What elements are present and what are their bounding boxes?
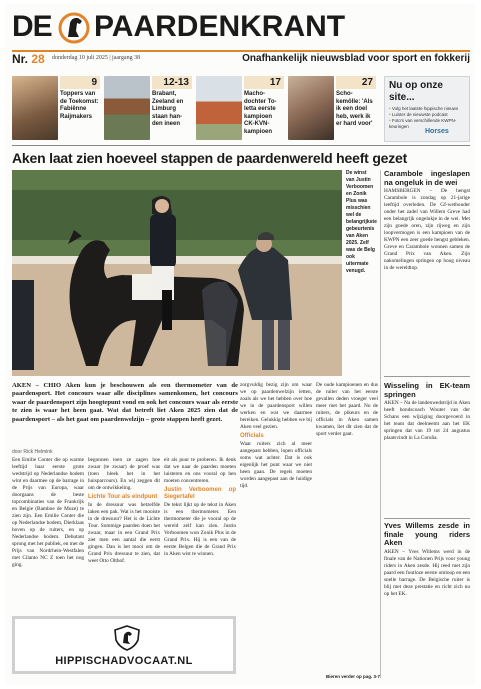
sidebox-item: • Foto's van verschillende KWPN-keuringen	[389, 118, 465, 130]
read-more-note[interactable]: Bieren verder op pag. 3-7	[325, 674, 380, 679]
article-subheading: Lichte Tour als eindpunt	[88, 494, 158, 500]
horse-head-logo-icon	[56, 9, 92, 47]
teaser-strip	[12, 76, 378, 142]
article-subheading: Justin Verboomen op Siegertafel	[164, 487, 236, 500]
issue-number: Nr. 28	[12, 52, 45, 66]
masthead-title: PAARDENKRANT	[94, 10, 346, 43]
article-paragraph: De oude kampioenen en dus de ruiter van het eerste gevallen deden vroeger veel meer met het paard. Nu de ruiters, de pikeurs en de officials in Aken samen kwamen, liet dit zien dat de sport verder gaat.	[316, 382, 378, 437]
hippischadvocaat-advertisement[interactable]	[12, 616, 236, 674]
brief-divider	[384, 518, 470, 519]
article-column	[12, 457, 84, 613]
teaser-item[interactable]	[196, 76, 284, 142]
brief-headline: Yves Willems zesde in finale young riders Aken	[384, 522, 470, 547]
article-lead: AKEN – CHIO Aken kun je beschouwen als een thermometer van de paardensport. Het concours waar alle disciplines samenkomen, het concours waar de paardensport zijn hoogtepunt vond en ook het concours waar als eerste te zien is waar het heen gaat. Wat dat betreft liet Aken 2025 zien dat de paardensport – als het gaat om paardenwelzijn – grote stappen heeft gezet.	[12, 382, 238, 423]
sidebox-title: Nu op onze site...	[389, 80, 443, 103]
sidebox-item: • Luister de nieuwste podcast	[389, 112, 465, 118]
news-brief	[384, 382, 470, 516]
masthead-slogan: Onafhankelijk nieuwsblad voor sport en fokkerij	[242, 53, 470, 64]
brief-headline: Carambole ingeslapen na ongeluk in de wei	[384, 170, 470, 187]
sidebox-list	[389, 106, 465, 130]
article-byline: door Rick Helmink	[12, 449, 53, 455]
rider-portrait-photo	[12, 76, 58, 140]
sidebox-item: • Volg het laatste hippische nieuws	[389, 106, 465, 112]
news-brief	[384, 170, 470, 370]
horse-photo	[196, 76, 242, 140]
issue-line	[12, 54, 470, 68]
teaser-text: Brabant, Zeeland en Limburg staan han-den ineen	[152, 91, 184, 127]
article-subheading: Officials	[240, 433, 264, 439]
brief-divider	[384, 376, 470, 377]
masthead-rule	[12, 50, 470, 52]
article-paragraph: De tekst lijkt op de tekst in Aken is een thermometer. Een thermometer die je vooral op de wereld zelf kan zien. Justin Verboomen won Zonik Plus in de Grand Prix. Hij is een van de eerste Belgen die de Grand Prix in Aken wist te winnen.	[164, 502, 236, 557]
main-headline: Aken laat zien hoeveel stappen de paardenwereld heeft gezet	[12, 150, 408, 166]
photo-caption: De winst van Justin Verboomen en Zonik Plus was misschien wel de belangrijkste gebeurtenis van Aken 2025. Zelf was de Belg ook uitermate venugd.	[346, 170, 377, 274]
article-paragraph: Waar ruiters zich al meer aangepast hebben, lopen officials soms wat achter. Dat is ook eigenlijk het punt waar we niet heen gaan. De regels moeten worden aangepast aan de huidige tijd.	[240, 441, 312, 489]
article-column	[316, 382, 378, 672]
teaser-item[interactable]	[104, 76, 192, 142]
teaser-page-number: 27	[336, 76, 376, 89]
teaser-item[interactable]	[12, 76, 100, 142]
article-column	[240, 382, 312, 674]
portrait-photo	[288, 76, 334, 140]
teaser-text: Macho-dochter To-letta eerste kampioen CK-KVN-kampioen	[244, 91, 277, 135]
brief-body: AKEN – Yves Willems werd in de finale van de Nationen Prijs voor young riders in Aken zesde. Hij reed met zijn paard een foutloze eerste omloop en een snelle barrage. De Belgische ruiter is blij met deze prestatie en richt zich nu op het EK.	[384, 548, 470, 597]
teaser-text: Scho-kemölle: 'Als ik een doel heb, werk ik er hard voor'	[336, 91, 373, 127]
column-divider	[380, 170, 381, 678]
brief-body: AKEN – Na de landenwedstrijd in Aken heeft bondscoach Wouter van der Schans een wijziging doorgevoerd in het team dat deelneemt aan het EK springen dat van 19 tot 24 augustus plaatsvindt in La Coruña.	[384, 400, 470, 441]
teaser-item[interactable]	[288, 76, 376, 142]
brief-body: HAMSBERGEN – De hengst Carambole is zondag op 21-jarige leeftijd overleden. De Gf-wethouder onder het zadel van Willem Greve had een belangrijk ongelukje in de wei. Met zijn goede oren, zijn rijweg en zijn loopvermogen is een kampioen van de KWPN een zeer goede hengst gebleken. Greve en Carambole wonnen samen de Grand Prix van Aken. Zijn nakomelingen springen op hoog niveau in de wereldtop.	[384, 188, 470, 271]
article-column	[88, 457, 160, 613]
teaser-page-number: 17	[244, 76, 284, 89]
article-paragraph: eit als puur te proberen. Ik denk dat we naar de paarden moeten luisteren en ons vooral op hen moeten concentreren.	[164, 457, 236, 484]
riders-group-photo	[104, 76, 150, 140]
teaser-page-number: 9	[60, 76, 100, 89]
masthead-prefix: DE	[12, 10, 52, 43]
shield-horse-icon	[111, 625, 143, 651]
ad-text: HIPPISCHADVOCAAT.NL	[55, 655, 193, 667]
issue-date: donderdag 10 juli 2025 | jaargang 38	[52, 55, 141, 61]
article-paragraph: zorgvuldig bezig zijn om waar we op paardenwelzijn letten, zoals als we het hebben over hoe we in de paardensport willen werken en wat we daarmee bereiken. Gelukkig hebben we bij Aken veel gezien.	[240, 382, 312, 430]
newspaper-page	[6, 4, 475, 685]
horses-brand-logo: Horses	[425, 128, 449, 135]
website-promo-box[interactable]	[384, 76, 470, 142]
dressage-rider-photo	[12, 170, 342, 376]
brief-headline: Wisseling in EK-team springen	[384, 382, 470, 399]
dressage-scene-illustration	[12, 170, 342, 376]
article-paragraph: In de dressuur was hetzelfde laken een pak. Wat is het mooiste in de dressuur? Het is de Lichte Tour. Sommige paarden doen het zwaar, maar in een Grand Prix ziet men een aantal die eerst gingen. Dan is het mooi om de Grand Prix dressuur te zien, dat weet Otto Olthof.	[88, 502, 160, 564]
teaser-page-number: 12-13	[152, 76, 192, 89]
article-paragraph: begonnen toen ze zagen hoe zwaar (te zwaar) de proef was (toen bleek het in het huisparcours). En wij zeggen dit om de ontwikkeling.	[88, 457, 160, 491]
news-brief	[384, 522, 470, 681]
article-paragraph: Een Emilie Conter die op warme leeftijd haar eerste grote wedstrijd op Nederlandse bodem wint en daarmee op de barrage in de Prijs van Europa, waar doorgaans de beste topcombinaties van de Frankrijk en Belgie (Bamboe de Muze) te zien zijn. Een Emilie Conter die op Nederlandse bodem, Dierklaas boven op de ruiters, en op Nederlandse bodem. Debutant sprong met het publiek, en met de Prijs van Nordrhein-Westfalen met Cilanto NC Z toen het nog ging.	[12, 457, 84, 568]
masthead	[10, 8, 470, 52]
teaser-text: Toppers van de Toekomst: Fabiënne Raijmakers	[60, 91, 99, 120]
section-divider	[12, 145, 470, 146]
